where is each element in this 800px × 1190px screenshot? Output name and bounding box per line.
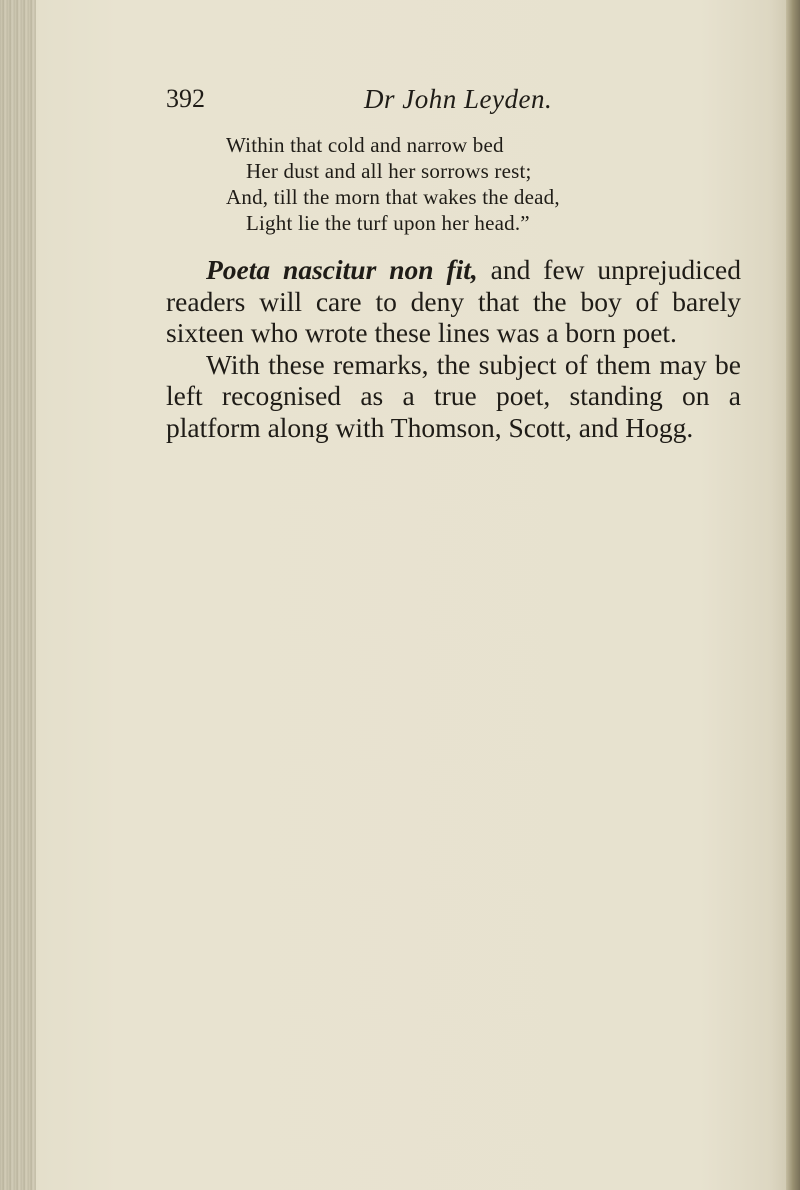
paragraph <box>166 254 741 349</box>
running-title: Dr John Leyden. <box>364 84 553 114</box>
verse-line: Light lie the turf upon her head.” <box>246 211 530 235</box>
latin-phrase: Poeta nascitur non fit, <box>206 254 478 285</box>
verse-stanza <box>226 132 746 236</box>
verse-line: Her dust and all her sorrows rest; <box>246 159 532 183</box>
paragraph-text: With these remarks, the subject of them may be left recognised as a true poet, standing on a platform along with Thomson, Scott, and Hogg. <box>166 348 741 443</box>
running-head <box>166 78 726 118</box>
paragraph <box>166 349 741 444</box>
verse-line: Within that cold and narrow bed <box>226 133 504 157</box>
paragraph-text: and few unprejudiced readers will care to deny that the boy of barely sixteen who wrote these lines was a born poet. <box>166 254 741 348</box>
page-edge <box>786 0 800 1190</box>
body-text <box>166 254 741 443</box>
binding-gutter <box>0 0 36 1190</box>
page-number: 392 <box>166 84 205 113</box>
verse-line: And, till the morn that wakes the dead, <box>226 185 560 209</box>
